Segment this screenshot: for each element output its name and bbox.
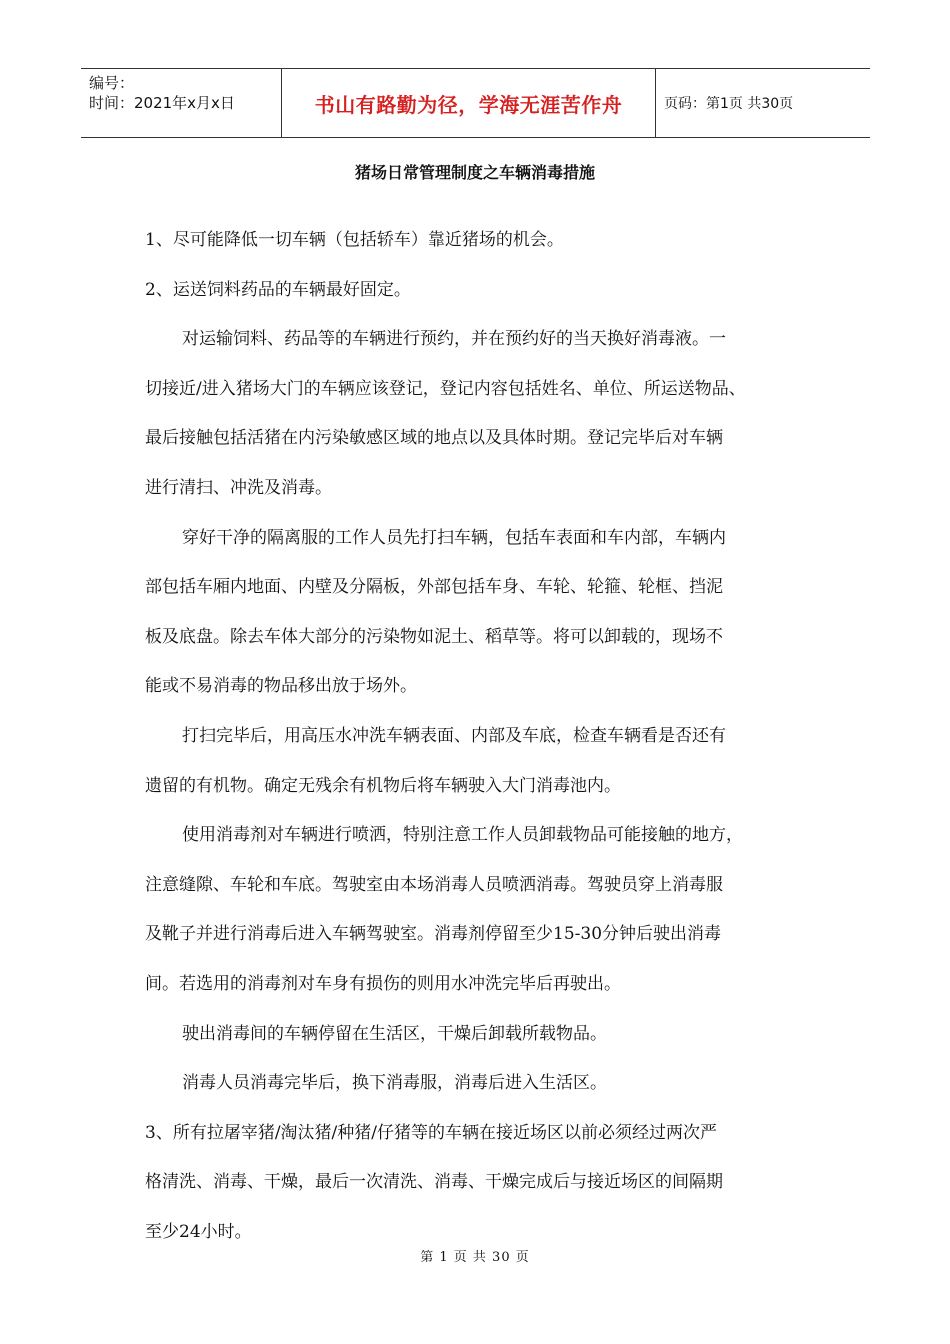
header-middle-cell: [282, 69, 656, 137]
body-line: 打扫完毕后，用高压水冲洗车辆表面、内部及车底，检查车辆看是否还有: [182, 725, 726, 746]
page-footer: 第 1 页 共 30 页: [420, 1250, 530, 1265]
document-title: 猪场日常管理制度之车辆消毒措施: [354, 163, 595, 182]
header-table: [81, 68, 870, 138]
body-line: 1、尽可能降低一切车辆（包括轿车）靠近猪场的机会。: [145, 230, 564, 250]
document-body: [145, 225, 825, 1266]
body-line: 板及底盘。除去车体大部分的污染物如泥土、稻草等。将可以卸载的，现场不: [145, 626, 723, 647]
body-line: 间。若选用的消毒剂对车身有损伤的则用水冲洗完毕后再驶出。: [145, 973, 621, 994]
body-line: 及靴子并进行消毒后进入车辆驾驶室。消毒剂停留至少15-30分钟后驶出消毒: [145, 924, 722, 945]
date-label: 时间：2021年x月x日: [89, 94, 235, 112]
number-label: 编号：: [89, 74, 135, 92]
page-info: 页码：第1页 共30页: [664, 96, 794, 112]
header-right-cell: [656, 69, 870, 137]
body-line: 格清洗、消毒、干燥，最后一次清洗、消毒、干燥完成后与接近场区的间隔期: [145, 1172, 723, 1193]
body-line: 遗留的有机物。确定无残余有机物后将车辆驶入大门消毒池内。: [145, 775, 621, 796]
body-line: 切接近/进入猪场大门的车辆应该登记，登记内容包括姓名、单位、所运送物品、: [145, 378, 746, 399]
body-line: 消毒人员消毒完毕后，换下消毒服，消毒后进入生活区。: [182, 1073, 607, 1094]
body-line: 2、运送饲料药品的车辆最好固定。: [145, 279, 411, 300]
body-line: 驶出消毒间的车辆停留在生活区，干燥后卸载所载物品。: [182, 1023, 607, 1044]
header-left-cell: [81, 69, 282, 137]
motto: 书山有路勤为径，学海无涯苦作舟: [314, 92, 623, 117]
body-line: 进行清扫、冲洗及消毒。: [145, 477, 332, 498]
body-line: 使用消毒剂对车辆进行喷洒，特别注意工作人员卸载物品可能接触的地方，: [182, 825, 743, 846]
body-line: 注意缝隙、车轮和车底。驾驶室由本场消毒人员喷洒消毒。驾驶员穿上消毒服: [145, 874, 723, 895]
body-line: 能或不易消毒的物品移出放于场外。: [145, 676, 417, 697]
body-line: 最后接触包括活猪在内污染敏感区域的地点以及具体时期。登记完毕后对车辆: [145, 428, 723, 449]
body-line: 穿好干净的隔离服的工作人员先打扫车辆，包括车表面和车内部，车辆内: [182, 527, 726, 548]
body-line: 至少24小时。: [145, 1221, 252, 1242]
body-line: 对运输饲料、药品等的车辆进行预约，并在预约好的当天换好消毒液。一: [182, 329, 726, 350]
body-line: 3、所有拉屠宰猪/淘汰猪/种猪/仔猪等的车辆在接近场区以前必须经过两次严: [145, 1122, 717, 1143]
body-line: 部包括车厢内地面、内壁及分隔板，外部包括车身、车轮、轮箍、轮框、挡泥: [145, 577, 723, 598]
